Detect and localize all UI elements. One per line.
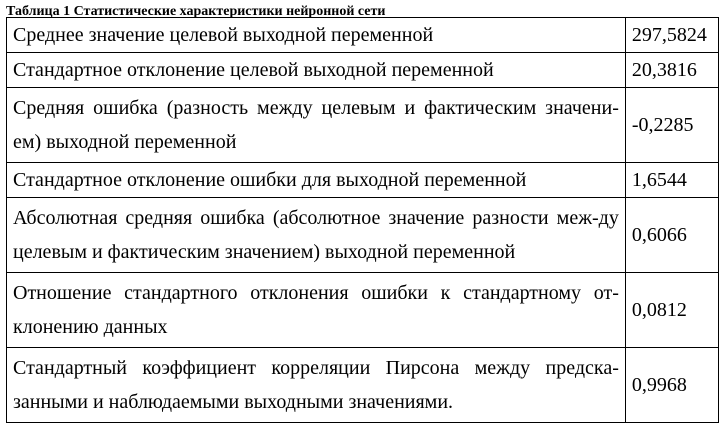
table-row <box>7 198 719 273</box>
table-row <box>7 53 719 88</box>
row-value: 0,9968 <box>625 348 718 423</box>
row-label: Средняя ошибка (разность между целевым и фактическим значени-ем) выходной переменной <box>7 88 626 163</box>
table-row <box>7 18 719 53</box>
table-row <box>7 88 719 163</box>
row-value: 297,5824 <box>625 18 718 53</box>
row-label: Стандартное отклонение ошибки для выходной переменной <box>7 163 626 198</box>
table-row <box>7 163 719 198</box>
row-value: 1,6544 <box>625 163 718 198</box>
statistics-table <box>6 17 719 423</box>
row-value: -0,2285 <box>625 88 718 163</box>
table-row <box>7 273 719 348</box>
row-label: Абсолютная средняя ошибка (абсолютное значение разности меж-ду целевым и фактическим значением) выходной переменной <box>7 198 626 273</box>
row-value: 0,0812 <box>625 273 718 348</box>
row-label: Среднее значение целевой выходной переменной <box>7 18 626 53</box>
table-caption: Таблица 1 Статистические характеристики нейронной сети <box>6 4 386 19</box>
row-value: 20,3816 <box>625 53 718 88</box>
row-label: Отношение стандартного отклонения ошибки к стандартному от-клонению данных <box>7 273 626 348</box>
row-value: 0,6066 <box>625 198 718 273</box>
row-label: Стандартное отклонение целевой выходной переменной <box>7 53 626 88</box>
table-row <box>7 348 719 423</box>
row-label: Стандартный коэффициент корреляции Пирсона между предска-занными и наблюдаемыми выходными значениями. <box>7 348 626 423</box>
